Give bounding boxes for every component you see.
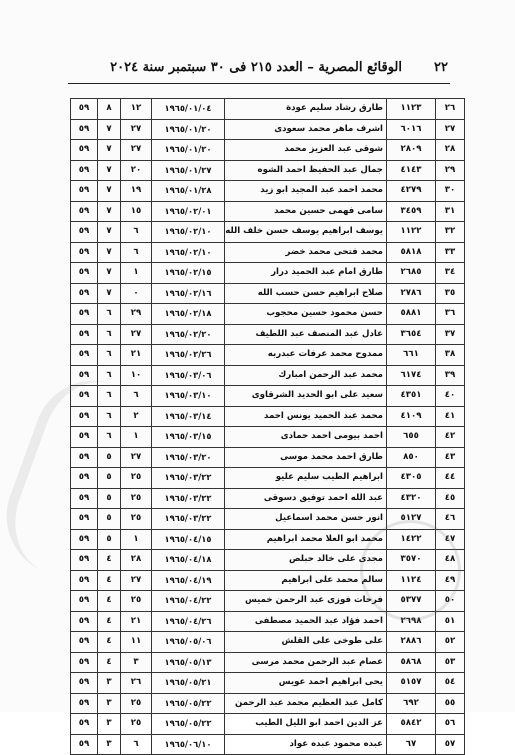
table-row bbox=[71, 160, 465, 181]
record-number-cell: ١١٢٢ bbox=[387, 222, 436, 243]
years-cell: ٥٩ bbox=[71, 632, 98, 653]
record-number-cell: ٤١٠٩ bbox=[387, 406, 436, 427]
publication-title: الوقائع المصرية – العدد ٢١٥ فى ٣٠ سبتمبر سنة ٢٠٢٤ bbox=[110, 60, 402, 75]
birth-date-cell: ١٩٦٥/٠٥/٢٢ bbox=[152, 693, 225, 714]
record-number-cell: ٣٥٧٠ bbox=[387, 550, 436, 571]
years-cell: ٥٩ bbox=[71, 181, 98, 202]
months-cell: ٧ bbox=[98, 222, 121, 243]
record-number-cell: ٤٣٥١ bbox=[387, 386, 436, 407]
years-cell: ٥٩ bbox=[71, 160, 98, 181]
person-name-cell: طارق رشاد سليم عودة bbox=[225, 99, 387, 120]
months-cell: ٦ bbox=[98, 345, 121, 366]
birth-date-cell: ١٩٦٥/٠٤/١٨ bbox=[152, 550, 225, 571]
years-cell: ٥٩ bbox=[71, 263, 98, 284]
person-name-cell: محمد فتحى محمد خضر bbox=[225, 242, 387, 263]
birth-date-cell: ١٩٦٥/٠٣/١٥ bbox=[152, 427, 225, 448]
person-name-cell: محمد ابو العلا محمد ابراهيم bbox=[225, 529, 387, 550]
person-name-cell: سالم محمد على ابراهيم bbox=[225, 570, 387, 591]
row-index-cell: ٢٧ bbox=[436, 119, 465, 140]
days-cell: ١١ bbox=[121, 632, 152, 653]
birth-date-cell: ١٩٦٥/٠٢/١٨ bbox=[152, 304, 225, 325]
birth-date-cell: ١٩٦٥/٠٢/١٠ bbox=[152, 242, 225, 263]
months-cell: ٧ bbox=[98, 242, 121, 263]
person-name-cell: مجدى على خالد حبلص bbox=[225, 550, 387, 571]
birth-date-cell: ١٩٦٥/٠٣/٢٠ bbox=[152, 447, 225, 468]
record-number-cell: ٢٧٨٦ bbox=[387, 283, 436, 304]
birth-date-cell: ١٩٦٥/٠٥/٠٦ bbox=[152, 632, 225, 653]
record-number-cell: ٢٨٨٦ bbox=[387, 632, 436, 653]
years-cell: ٥٩ bbox=[71, 406, 98, 427]
row-index-cell: ٣٩ bbox=[436, 365, 465, 386]
row-index-cell: ٣٣ bbox=[436, 242, 465, 263]
days-cell: ٢٥ bbox=[121, 714, 152, 735]
years-cell: ٥٩ bbox=[71, 509, 98, 530]
record-number-cell: ٥١٢٧ bbox=[387, 509, 436, 530]
birth-date-cell: ١٩٦٥/٠٣/١٤ bbox=[152, 406, 225, 427]
years-cell: ٥٩ bbox=[71, 222, 98, 243]
person-name-cell: محمد عبد الرحمن امبارك bbox=[225, 365, 387, 386]
person-name-cell: محمد عبد الحميد يونس احمد bbox=[225, 406, 387, 427]
table-row bbox=[71, 140, 465, 161]
months-cell: ٤ bbox=[98, 652, 121, 673]
years-cell: ٥٩ bbox=[71, 447, 98, 468]
row-index-cell: ٤٢ bbox=[436, 427, 465, 448]
record-number-cell: ٣٦٥٤ bbox=[387, 324, 436, 345]
record-number-cell: ٨٥٠ bbox=[387, 447, 436, 468]
years-cell: ٥٩ bbox=[71, 693, 98, 714]
header-rule bbox=[68, 83, 450, 84]
table-row bbox=[71, 324, 465, 345]
row-index-cell: ٤١ bbox=[436, 406, 465, 427]
months-cell: ٧ bbox=[98, 140, 121, 161]
person-name-cell: ممدوح محمد عرفات عبدربه bbox=[225, 345, 387, 366]
table-row bbox=[71, 201, 465, 222]
row-index-cell: ٥٠ bbox=[436, 591, 465, 612]
days-cell: ١٢ bbox=[121, 99, 152, 120]
table-row bbox=[71, 242, 465, 263]
person-name-cell: شوقى عبد العزيز محمد bbox=[225, 140, 387, 161]
months-cell: ٣ bbox=[98, 693, 121, 714]
row-index-cell: ٤٠ bbox=[436, 386, 465, 407]
days-cell: ٢٥ bbox=[121, 488, 152, 509]
row-index-cell: ٤٤ bbox=[436, 468, 465, 489]
table-row bbox=[71, 345, 465, 366]
row-index-cell: ٣٦ bbox=[436, 304, 465, 325]
person-name-cell: جمال عبد الحفيظ احمد الشوه bbox=[225, 160, 387, 181]
birth-date-cell: ١٩٦٥/٠٣/١٠ bbox=[152, 386, 225, 407]
record-number-cell: ٦٧ bbox=[387, 734, 436, 755]
table-row bbox=[71, 365, 465, 386]
birth-date-cell: ١٩٦٥/٠٤/١٩ bbox=[152, 570, 225, 591]
person-name-cell: ابراهيم الطيب سليم عليو bbox=[225, 468, 387, 489]
row-index-cell: ٢٨ bbox=[436, 140, 465, 161]
record-number-cell: ٥٨٦٨ bbox=[387, 652, 436, 673]
years-cell: ٥٩ bbox=[71, 427, 98, 448]
record-number-cell: ١١٢٤ bbox=[387, 570, 436, 591]
birth-date-cell: ١٩٦٥/٠٣/٢٢ bbox=[152, 488, 225, 509]
years-cell: ٥٩ bbox=[71, 201, 98, 222]
table-row bbox=[71, 181, 465, 202]
record-number-cell: ٦٩٢ bbox=[387, 693, 436, 714]
row-index-cell: ٤٣ bbox=[436, 447, 465, 468]
watermark-seal bbox=[360, 520, 461, 621]
record-number-cell: ٢٦٨٥ bbox=[387, 263, 436, 284]
record-number-cell: ٤٣٠٥ bbox=[387, 468, 436, 489]
birth-date-cell: ١٩٦٥/٠٢/١٥ bbox=[152, 263, 225, 284]
row-index-cell: ٥٧ bbox=[436, 734, 465, 755]
months-cell: ٦ bbox=[98, 365, 121, 386]
birth-date-cell: ١٩٦٥/٠٥/٢٢ bbox=[152, 714, 225, 735]
years-cell: ٥٩ bbox=[71, 324, 98, 345]
months-cell: ٥ bbox=[98, 488, 121, 509]
days-cell: ٢٩ bbox=[121, 304, 152, 325]
months-cell: ٦ bbox=[98, 406, 121, 427]
days-cell: ٢٥ bbox=[121, 591, 152, 612]
table-row bbox=[71, 99, 465, 120]
birth-date-cell: ١٩٦٥/٠٥/١٣ bbox=[152, 652, 225, 673]
person-name-cell: عز الدين احمد ابو الليل الطيب bbox=[225, 714, 387, 735]
days-cell: ١٠ bbox=[121, 365, 152, 386]
row-index-cell: ٤٧ bbox=[436, 529, 465, 550]
person-name-cell: صلاح ابراهيم حسن حسب الله bbox=[225, 283, 387, 304]
record-number-cell: ٥٣٧٧ bbox=[387, 591, 436, 612]
days-cell: ١ bbox=[121, 529, 152, 550]
row-index-cell: ٣١ bbox=[436, 201, 465, 222]
months-cell: ٤ bbox=[98, 611, 121, 632]
table-row bbox=[71, 263, 465, 284]
years-cell: ٥٩ bbox=[71, 488, 98, 509]
table-row bbox=[71, 652, 465, 673]
months-cell: ٧ bbox=[98, 283, 121, 304]
months-cell: ٧ bbox=[98, 181, 121, 202]
days-cell: ٢١ bbox=[121, 611, 152, 632]
person-name-cell: على طوخى على القلش bbox=[225, 632, 387, 653]
person-name-cell: يوسف ابراهيم يوسف حسن خلف الله bbox=[225, 222, 387, 243]
birth-date-cell: ١٩٦٥/٠١/٢٠ bbox=[152, 140, 225, 161]
row-index-cell: ٢٦ bbox=[436, 99, 465, 120]
days-cell: ١٩ bbox=[121, 181, 152, 202]
days-cell: ٣ bbox=[121, 652, 152, 673]
row-index-cell: ٣٢ bbox=[436, 222, 465, 243]
birth-date-cell: ١٩٦٥/٠٤/١٥ bbox=[152, 529, 225, 550]
record-number-cell: ٢٦٩٨ bbox=[387, 611, 436, 632]
years-cell: ٥٩ bbox=[71, 550, 98, 571]
person-name-cell: عادل عبد المنصف عبد اللطيف bbox=[225, 324, 387, 345]
table-row bbox=[71, 632, 465, 653]
days-cell: ٢٥ bbox=[121, 509, 152, 530]
row-index-cell: ٥٣ bbox=[436, 652, 465, 673]
record-number-cell: ١١٢٣ bbox=[387, 99, 436, 120]
years-cell: ٥٩ bbox=[71, 304, 98, 325]
days-cell: ٠ bbox=[121, 283, 152, 304]
months-cell: ٧ bbox=[98, 263, 121, 284]
birth-date-cell: ١٩٦٥/٠٢/٠١ bbox=[152, 201, 225, 222]
days-cell: ٢٧ bbox=[121, 140, 152, 161]
page-header bbox=[68, 58, 450, 84]
person-name-cell: احمد بيومى احمد حمادى bbox=[225, 427, 387, 448]
row-index-cell: ٥٥ bbox=[436, 693, 465, 714]
person-name-cell: فرحات فوزى عبد الرحمن خميس bbox=[225, 591, 387, 612]
days-cell: ١ bbox=[121, 427, 152, 448]
person-name-cell: انور حسن محمد اسماعيل bbox=[225, 509, 387, 530]
row-index-cell: ٤٦ bbox=[436, 509, 465, 530]
months-cell: ٦ bbox=[98, 304, 121, 325]
days-cell: ٦ bbox=[121, 386, 152, 407]
row-index-cell: ٣٤ bbox=[436, 263, 465, 284]
birth-date-cell: ١٩٦٥/٠٦/١٠ bbox=[152, 734, 225, 755]
days-cell: ٢٦ bbox=[121, 673, 152, 694]
row-index-cell: ٣٧ bbox=[436, 324, 465, 345]
person-name-cell: عصام عبد الرحمن محمد مرسى bbox=[225, 652, 387, 673]
record-number-cell: ٦٥٥ bbox=[387, 427, 436, 448]
row-index-cell: ٥١ bbox=[436, 611, 465, 632]
person-name-cell: عبده محمود عبده عواد bbox=[225, 734, 387, 755]
years-cell: ٥٩ bbox=[71, 242, 98, 263]
years-cell: ٥٩ bbox=[71, 345, 98, 366]
table-row bbox=[71, 693, 465, 714]
months-cell: ٤ bbox=[98, 591, 121, 612]
birth-date-cell: ١٩٦٥/٠١/٢٠ bbox=[152, 119, 225, 140]
months-cell: ٦ bbox=[98, 386, 121, 407]
months-cell: ٣ bbox=[98, 734, 121, 755]
months-cell: ٥ bbox=[98, 468, 121, 489]
days-cell: ٢٧ bbox=[121, 119, 152, 140]
birth-date-cell: ١٩٦٥/٠٣/٢٢ bbox=[152, 468, 225, 489]
record-number-cell: ٣٤٥٩ bbox=[387, 201, 436, 222]
birth-date-cell: ١٩٦٥/٠١/٢٧ bbox=[152, 160, 225, 181]
birth-date-cell: ١٩٦٥/٠٥/٢١ bbox=[152, 673, 225, 694]
row-index-cell: ٢٩ bbox=[436, 160, 465, 181]
table-row bbox=[71, 304, 465, 325]
record-number-cell: ٤٣٢٠ bbox=[387, 488, 436, 509]
row-index-cell: ٣٥ bbox=[436, 283, 465, 304]
record-number-cell: ٦٠١٦ bbox=[387, 119, 436, 140]
record-number-cell: ١٤٢٢ bbox=[387, 529, 436, 550]
years-cell: ٥٩ bbox=[71, 119, 98, 140]
days-cell: ١٥ bbox=[121, 201, 152, 222]
table-row bbox=[71, 222, 465, 243]
months-cell: ٨ bbox=[98, 99, 121, 120]
months-cell: ٧ bbox=[98, 160, 121, 181]
record-number-cell: ٦٦١ bbox=[387, 345, 436, 366]
years-cell: ٥٩ bbox=[71, 529, 98, 550]
days-cell: ٢٧ bbox=[121, 324, 152, 345]
months-cell: ٤ bbox=[98, 550, 121, 571]
days-cell: ٢ bbox=[121, 406, 152, 427]
days-cell: ٢٥ bbox=[121, 468, 152, 489]
person-name-cell: يحى ابراهيم احمد عويس bbox=[225, 673, 387, 694]
row-index-cell: ٤٩ bbox=[436, 570, 465, 591]
person-name-cell: محمد احمد عبد المجيد ابو زيد bbox=[225, 181, 387, 202]
row-index-cell: ٤٨ bbox=[436, 550, 465, 571]
days-cell: ٢١ bbox=[121, 345, 152, 366]
person-name-cell: حسن محمود حسين محجوب bbox=[225, 304, 387, 325]
years-cell: ٥٩ bbox=[71, 99, 98, 120]
record-number-cell: ٦١٧٤ bbox=[387, 365, 436, 386]
table-row bbox=[71, 283, 465, 304]
birth-date-cell: ١٩٦٥/٠٣/٢٢ bbox=[152, 509, 225, 530]
birth-date-cell: ١٩٦٥/٠٢/١٠ bbox=[152, 222, 225, 243]
years-cell: ٥٩ bbox=[71, 386, 98, 407]
years-cell: ٥٩ bbox=[71, 714, 98, 735]
days-cell: ٦ bbox=[121, 734, 152, 755]
months-cell: ٥ bbox=[98, 447, 121, 468]
birth-date-cell: ١٩٦٥/٠٣/٠٦ bbox=[152, 365, 225, 386]
birth-date-cell: ١٩٦٥/٠١/٠٤ bbox=[152, 99, 225, 120]
years-cell: ٥٩ bbox=[71, 734, 98, 755]
row-index-cell: ٣٠ bbox=[436, 181, 465, 202]
days-cell: ٢٧ bbox=[121, 447, 152, 468]
years-cell: ٥٩ bbox=[71, 673, 98, 694]
person-name-cell: طارق احمد محمد موسى bbox=[225, 447, 387, 468]
record-number-cell: ٥٨١٨ bbox=[387, 242, 436, 263]
months-cell: ٣ bbox=[98, 673, 121, 694]
birth-date-cell: ١٩٦٥/٠٤/٢٢ bbox=[152, 591, 225, 612]
table-row bbox=[71, 119, 465, 140]
days-cell: ٢٥ bbox=[121, 693, 152, 714]
months-cell: ٤ bbox=[98, 632, 121, 653]
row-index-cell: ٣٨ bbox=[436, 345, 465, 366]
months-cell: ٦ bbox=[98, 427, 121, 448]
person-name-cell: احمد فؤاد عبد الحميد مصطفى bbox=[225, 611, 387, 632]
person-name-cell: عبد الله احمد توفيق دسوقى bbox=[225, 488, 387, 509]
years-cell: ٥٩ bbox=[71, 140, 98, 161]
months-cell: ٥ bbox=[98, 509, 121, 530]
days-cell: ٦ bbox=[121, 242, 152, 263]
record-number-cell: ٥١٥٧ bbox=[387, 673, 436, 694]
person-name-cell: سعيد على ابو الحديد الشرقاوى bbox=[225, 386, 387, 407]
table-row bbox=[71, 673, 465, 694]
years-cell: ٥٩ bbox=[71, 591, 98, 612]
days-cell: ٢٨ bbox=[121, 550, 152, 571]
record-number-cell: ٢٨٠٩ bbox=[387, 140, 436, 161]
person-name-cell: سامى فهمى حسين محمد bbox=[225, 201, 387, 222]
record-number-cell: ٤٢٧٩ bbox=[387, 181, 436, 202]
birth-date-cell: ١٩٦٥/٠٤/٢٦ bbox=[152, 611, 225, 632]
row-index-cell: ٤٥ bbox=[436, 488, 465, 509]
months-cell: ٧ bbox=[98, 119, 121, 140]
birth-date-cell: ١٩٦٥/٠٢/٢٦ bbox=[152, 345, 225, 366]
person-name-cell: اشرف ماهر محمد سعودى bbox=[225, 119, 387, 140]
months-cell: ٣ bbox=[98, 714, 121, 735]
row-index-cell: ٥٦ bbox=[436, 714, 465, 735]
years-cell: ٥٩ bbox=[71, 611, 98, 632]
row-index-cell: ٥٤ bbox=[436, 673, 465, 694]
record-number-cell: ٥٨٨١ bbox=[387, 304, 436, 325]
years-cell: ٥٩ bbox=[71, 570, 98, 591]
years-cell: ٥٩ bbox=[71, 652, 98, 673]
years-cell: ٥٩ bbox=[71, 468, 98, 489]
months-cell: ٦ bbox=[98, 324, 121, 345]
table-row bbox=[71, 734, 465, 755]
table-row bbox=[71, 714, 465, 735]
birth-date-cell: ١٩٦٥/٠٢/١٦ bbox=[152, 283, 225, 304]
months-cell: ٤ bbox=[98, 570, 121, 591]
person-name-cell: كامل عبد العظيم محمد عبد الرحمن bbox=[225, 693, 387, 714]
person-name-cell: طارق امام عبد الحميد درار bbox=[225, 263, 387, 284]
birth-date-cell: ١٩٦٥/٠١/٢٨ bbox=[152, 181, 225, 202]
days-cell: ١ bbox=[121, 263, 152, 284]
months-cell: ٧ bbox=[98, 201, 121, 222]
months-cell: ٥ bbox=[98, 529, 121, 550]
record-number-cell: ٥٨٤٢ bbox=[387, 714, 436, 735]
page-number: ٢٢ bbox=[434, 60, 448, 75]
days-cell: ٦ bbox=[121, 222, 152, 243]
days-cell: ٢٠ bbox=[121, 160, 152, 181]
row-index-cell: ٥٢ bbox=[436, 632, 465, 653]
years-cell: ٥٩ bbox=[71, 365, 98, 386]
birth-date-cell: ١٩٦٥/٠٢/٢٠ bbox=[152, 324, 225, 345]
days-cell: ٢٧ bbox=[121, 570, 152, 591]
years-cell: ٥٩ bbox=[71, 283, 98, 304]
record-number-cell: ٤١٤٣ bbox=[387, 160, 436, 181]
